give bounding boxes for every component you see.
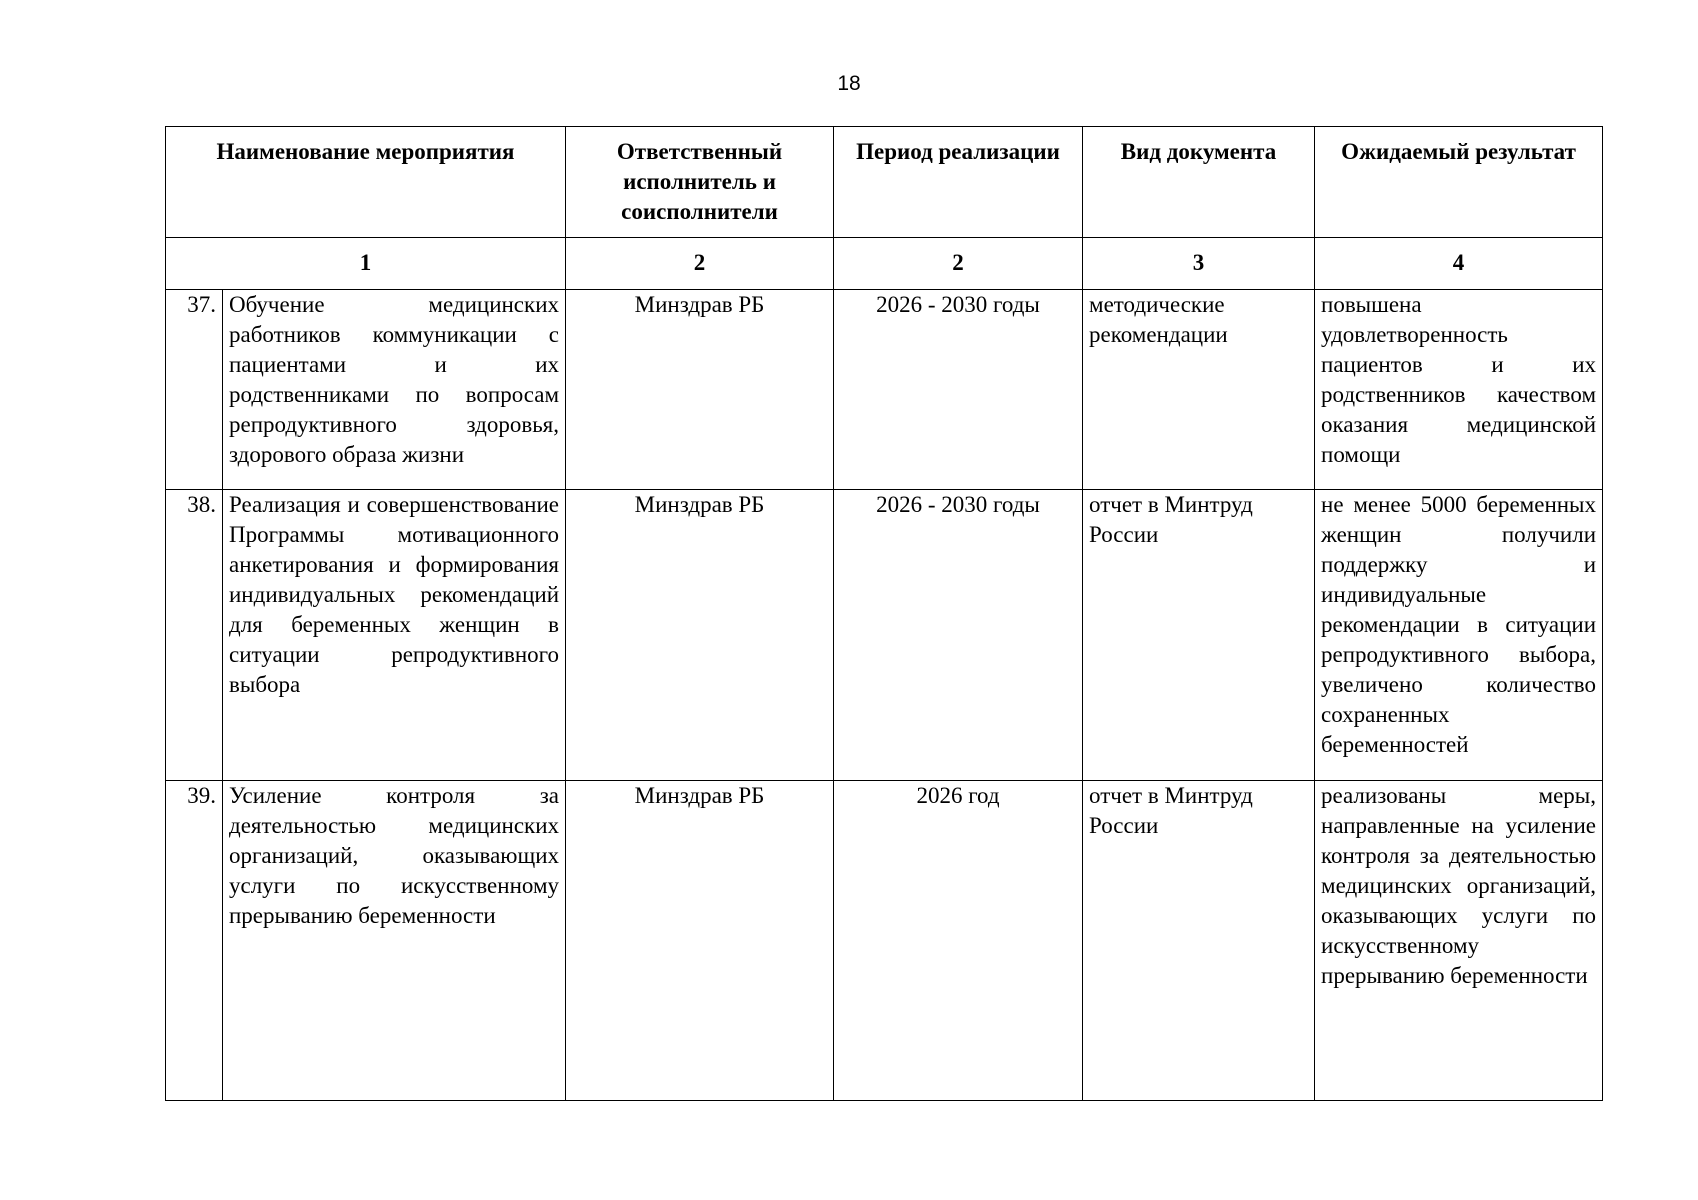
- period: 2026 - 2030 годы: [834, 490, 1083, 781]
- row-index: 38.: [166, 490, 223, 781]
- page-number: 18: [837, 72, 861, 95]
- expected-result: не менее 5000 беременных женщин получили поддержку и индивидуальные рекомендации в ситуации репродуктивного выбора, увеличено количество сохраненных беременностей: [1315, 490, 1603, 781]
- header-period: Период реализации: [834, 127, 1083, 238]
- executor: Минздрав РБ: [566, 290, 834, 490]
- column-number: 3: [1083, 238, 1315, 290]
- header-document-type: Вид документа: [1083, 127, 1315, 238]
- document-type: методические рекомендации: [1083, 290, 1315, 490]
- column-number: 2: [566, 238, 834, 290]
- expected-result: реализованы меры, направленные на усиление контроля за деятельностью медицинских организаций, оказывающих услуги по искусственному прерыванию беременности: [1315, 781, 1603, 1101]
- measure-name: Обучение медицинских работников коммуникации с пациентами и их родственниками по вопросам репродуктивного здоровья, здорового образа жизни: [223, 290, 566, 490]
- row-index: 37.: [166, 290, 223, 490]
- measure-name: Усиление контроля за деятельностью медицинских организаций, оказывающих услуги по искусственному прерыванию беременности: [223, 781, 566, 1101]
- period: 2026 - 2030 годы: [834, 290, 1083, 490]
- header-executor: Ответственный исполнитель и соисполнители: [566, 127, 834, 238]
- column-number: 2: [834, 238, 1083, 290]
- executor: Минздрав РБ: [566, 781, 834, 1101]
- executor: Минздрав РБ: [566, 490, 834, 781]
- document-type: отчет в Минтруд России: [1083, 490, 1315, 781]
- header-measure-name: Наименование мероприятия: [166, 127, 566, 238]
- period: 2026 год: [834, 781, 1083, 1101]
- table-row: [166, 781, 1603, 1101]
- header-row: [166, 127, 1603, 238]
- measure-name: Реализация и совершенствование Программы мотивационного анкетирования и формирования индивидуальных рекомендаций для беременных женщин в ситуации репродуктивного выбора: [223, 490, 566, 781]
- column-numbering-row: [166, 238, 1603, 290]
- column-number: 1: [166, 238, 566, 290]
- table-row: [166, 290, 1603, 490]
- row-index: 39.: [166, 781, 223, 1101]
- table-row: [166, 490, 1603, 781]
- expected-result: повышена удовлетворенность пациентов и их родственников качеством оказания медицинской помощи: [1315, 290, 1603, 490]
- document-type: отчет в Минтруд России: [1083, 781, 1315, 1101]
- measures-table: [165, 126, 1603, 1101]
- column-number: 4: [1315, 238, 1603, 290]
- header-expected-result: Ожидаемый результат: [1315, 127, 1603, 238]
